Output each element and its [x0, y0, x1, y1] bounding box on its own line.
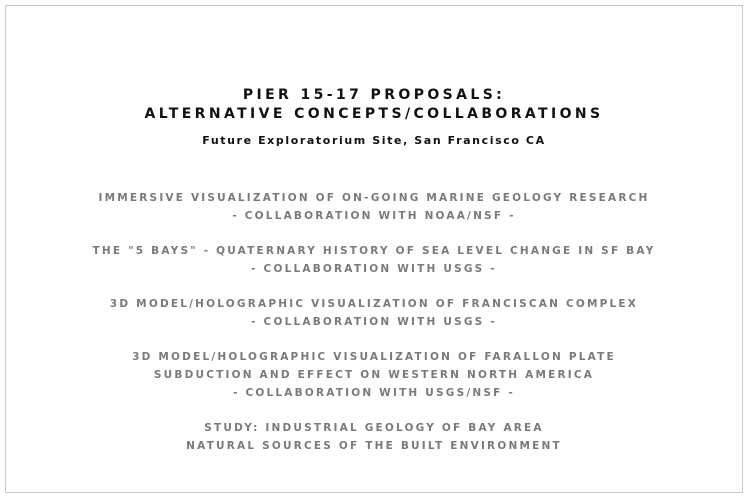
slide-header — [6, 86, 742, 148]
proposal-list — [6, 189, 742, 472]
proposal-line: SUBDUCTION AND EFFECT ON WESTERN NORTH AMERICA — [153, 369, 595, 381]
proposal-line: 3D MODEL/HOLOGRAPHIC VISUALIZATION OF FRANCISCAN COMPLEX — [109, 298, 639, 310]
subtitle: Future Exploratorium Site, San Francisco CA — [202, 134, 546, 147]
proposal-marine-geology — [6, 189, 742, 225]
proposal-5-bays — [6, 242, 742, 278]
proposal-line: 3D MODEL/HOLOGRAPHIC VISUALIZATION OF FARALLON PLATE — [132, 351, 616, 363]
proposal-franciscan-complex — [6, 295, 742, 331]
proposal-collaboration: - COLLABORATION WITH NOAA/NSF - — [232, 210, 516, 222]
proposal-collaboration: - COLLABORATION WITH USGS - — [251, 263, 497, 275]
proposal-line: IMMERSIVE VISUALIZATION OF ON-GOING MARINE GEOLOGY RESEARCH — [98, 192, 650, 204]
proposal-collaboration: - COLLABORATION WITH USGS/NSF - — [233, 387, 515, 399]
proposal-line: NATURAL SOURCES OF THE BUILT ENVIRONMENT — [186, 440, 562, 452]
proposal-collaboration: - COLLABORATION WITH USGS - — [251, 316, 497, 328]
slide-frame — [5, 5, 743, 493]
proposal-line: STUDY: INDUSTRIAL GEOLOGY OF BAY AREA — [204, 422, 544, 434]
title-line-1: PIER 15-17 PROPOSALS: — [242, 87, 506, 103]
title-line-2: ALTERNATIVE CONCEPTS/COLLABORATIONS — [144, 106, 604, 122]
proposal-industrial-geology — [6, 419, 742, 455]
proposal-farallon-plate — [6, 348, 742, 402]
proposal-line: THE "5 BAYS" - QUATERNARY HISTORY OF SEA LEVEL CHANGE IN SF BAY — [92, 245, 656, 257]
